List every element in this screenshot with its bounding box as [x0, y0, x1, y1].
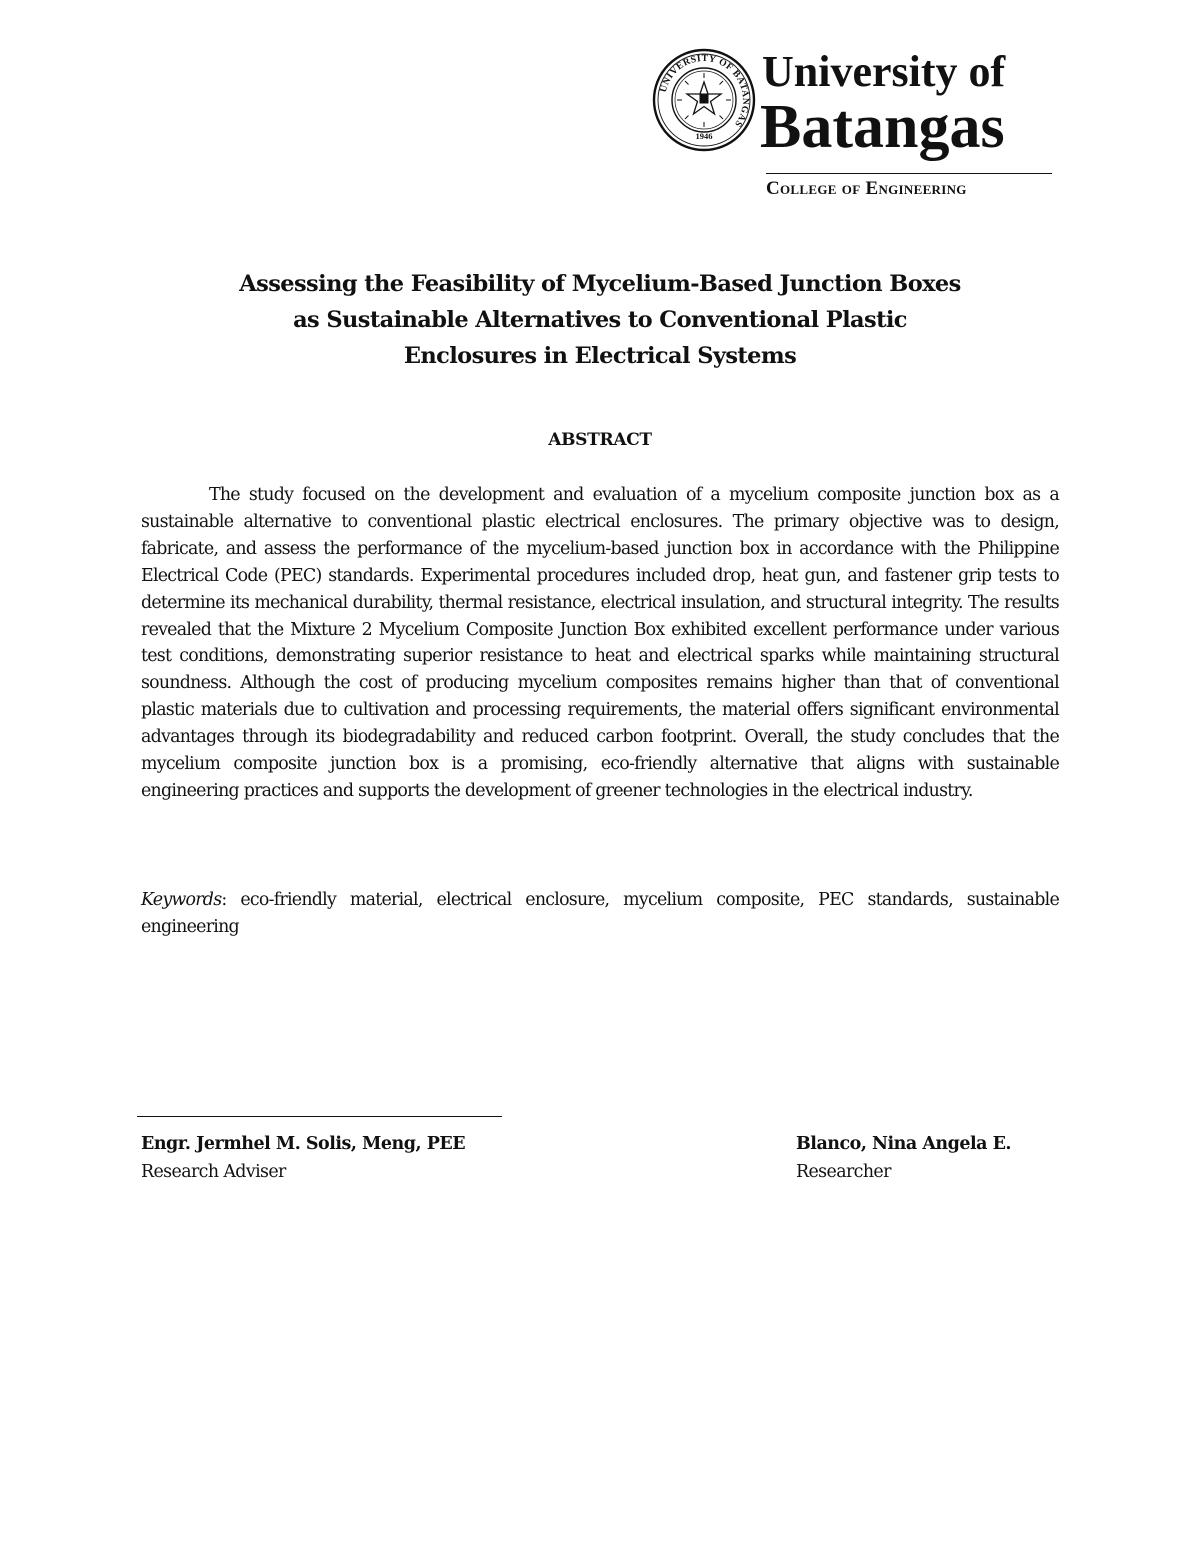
abstract-heading: ABSTRACT [548, 430, 652, 450]
seal-ring-text: UNIVERSITY OF BATANGAS [658, 53, 751, 129]
seal-year: 1946 [695, 131, 713, 141]
university-name-line1: University of [762, 47, 1006, 96]
keywords-text: : eco-friendly material, electrical enclosure, mycelium composite, PEC standards, sustainable engineering [141, 890, 1059, 937]
signature-line [137, 1116, 502, 1117]
title-line-3: Enclosures in Electrical Systems [403, 343, 797, 369]
keywords-label: Keywords [141, 890, 222, 910]
adviser-role: Research Adviser [141, 1162, 286, 1182]
keywords-paragraph [141, 887, 1059, 941]
adviser-signature-block [141, 1130, 465, 1186]
university-seal-icon [652, 48, 756, 152]
college-divider [766, 173, 1052, 174]
title-line-2: as Sustainable Alternatives to Conventional Plastic [293, 307, 907, 333]
university-header [652, 48, 1054, 208]
adviser-name: Engr. Jermhel M. Solis, Meng, PEE [141, 1134, 466, 1154]
researcher-name: Blanco, Nina Angela E. [796, 1134, 1011, 1154]
college-name: College of Engineering [766, 178, 967, 199]
university-name-line2: Batangas [760, 93, 1005, 161]
abstract-body: The study focused on the development and evaluation of a mycelium composite junction box as a sustainable alternative to conventional plastic electrical enclosures. The primary objective was to design, fabricate, and assess the performance of the mycelium-based junction box in accordance with the Philippine Electrical Code (PEC) standards. Experimental procedures included drop, heat gun, and fastener grip tests to determine its mechanical durability, thermal resistance, electrical insulation, and structural integrity. The results revealed that the Mixture 2 Mycelium Composite Junction Box exhibited excellent performance under various test conditions, demonstrating superior resistance to heat and electrical sparks while maintaining structural soundness. Although the cost of producing mycelium composites remains higher than that of conventional plastic materials due to cultivation and processing requirements, the material offers significant environmental advantages through its biodegradability and reduced carbon footprint. Overall, the study concludes that the mycelium composite junction box is a promising, eco-friendly alternative that aligns with sustainable engineering practices and supports the development of greener technologies in the electrical industry. [141, 485, 1059, 801]
researcher-role: Researcher [796, 1162, 891, 1182]
paper-title [100, 266, 1100, 374]
researcher-signature-block [796, 1130, 1011, 1186]
title-line-1: Assessing the Feasibility of Mycelium-Based Junction Boxes [239, 271, 961, 297]
